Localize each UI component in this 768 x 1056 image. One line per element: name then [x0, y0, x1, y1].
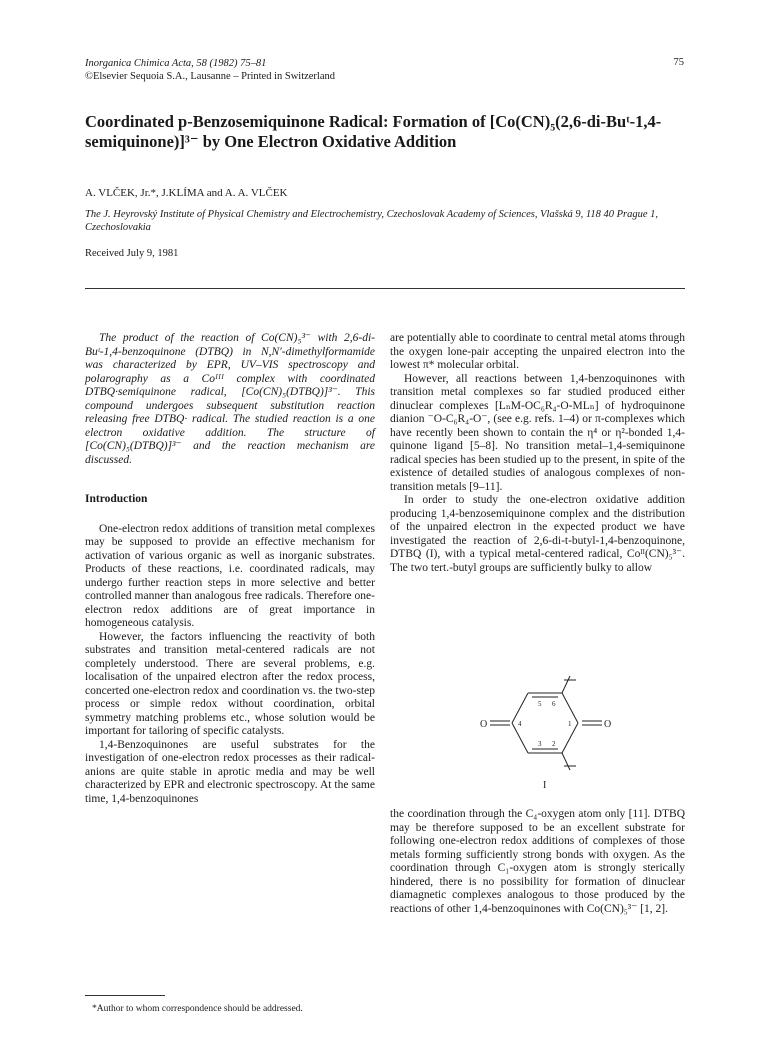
right-paragraph-2: However, all reactions between 1,4-benzoquinones with transition metal complexes so far studied produced either dinuclear complexes [LₙM-OC₆R₄-O-MLₙ] of hydroquinone dianion ⁻O-C₆R₄-O⁻, (see e.g. refs. 1–4) or π-complexes which have recently been shown to contain the η⁴ or η²-bonded 1,4-quinone ligand [5–8]. No transition metal–1,4-semiquinone radical species has been studied up to the present, in spite of the existence of detailed studies of analogous complexes of non-transition metals [9–11]. [390, 372, 685, 493]
ring-number-6: 6 [552, 700, 556, 708]
intro-paragraph-2: However, the factors influencing the reactivity of both substrates and transition metal-centered radicals are not completely understood. There are several problems, e.g. localisation of the unpaired electron after the redox process, concerted one-electron redox and coordination vs. the two-step process or simple redox without coordination, orbital symmetry matching problems etc., whose solution would be important for tailoring of specific catalysts. [85, 630, 375, 737]
authors: A. VLČEK, Jr.*, J.KLÍMA and A. A. VLČEK [85, 187, 288, 199]
journal-citation [85, 57, 335, 83]
intro-paragraph-3: 1,4-Benzoquinones are useful substrates for the investigation of one-electron redox processes as their radical-anions are quite stable in aprotic media and may be well characterized by EPR and electronic spectroscopy. At the same time, 1,4-benzoquinones [85, 738, 375, 805]
dtbq-structure-figure [480, 668, 610, 778]
right-paragraph-4: the coordination through the C₄-oxygen atom only [11]. DTBQ may be therefore supposed to be an excellent substrate for following one-electron redox additions of complexes of those metals forming sufficiently strong bonds with oxygen. As the coordination through C₁-oxygen atom is strongly sterically hindered, there is no possibility for formation of dinuclear diamagnetic complexes analogous to those produced by the reactions of other 1,4-benzoquinones with Co(CN)₅³⁻ [1, 2]. [390, 808, 685, 915]
right-paragraph-3: In order to study the one-electron oxidative addition producing 1,4-benzosemiquinone complex and the distribution of the unpaired electron in the expected product we have investigated the reaction of 2,6-di-t-butyl-1,4-benzoquinone, DTBQ (I), with a typical metal-centered radical, Coᴵᴵ(CN)₅³⁻. The two tert.-butyl groups are sufficiently bulky to allow [390, 494, 685, 574]
footnote-divider [85, 995, 165, 996]
journal-line-2: ©Elsevier Sequoia S.A., Lausanne – Printed in Switzerland [85, 71, 336, 82]
right-column-continued [390, 808, 685, 916]
abstract: The product of the reaction of Co(CN)₅³⁻ with 2,6-di-Buᵗ-1,4-benzoquinone (DTBQ) in N,N′-dimethylformamide was characterized by EPR, UV–VIS spectroscopy and polarography as a Coᴵᴵᴵ complex with coordinated DTBQ·semiquinone radical, [Co(CN)₅(DTBQ)]³⁻. This compound undergoes subsequent substitution reaction releasing free DTBQ· radical. The studied reaction is a one electron oxidative addition. The structure of [Co(CN)₅(DTBQ)]³⁻ and the reaction mechanism are discussed. [85, 332, 375, 466]
ring-number-5: 5 [538, 700, 542, 708]
page-number: 75 [673, 57, 684, 68]
right-column [390, 332, 685, 575]
ring-number-4: 4 [518, 720, 522, 728]
figure-label: I [543, 780, 547, 791]
ring-number-2: 2 [552, 740, 556, 748]
journal-line-1: Inorganica Chimica Acta, 58 (1982) 75–81 [85, 58, 267, 69]
atom-oxygen-left: O [480, 719, 488, 730]
ring-number-3: 3 [538, 740, 542, 748]
article-title: Coordinated p-Benzosemiquinone Radical: Formation of [Co(CN)₅(2,6-di-Buᵗ-1,4-semiquinone)]³⁻ by One Electron Oxidative Addition [85, 112, 662, 151]
left-column [85, 332, 375, 806]
ring-number-1: 1 [568, 720, 572, 728]
received-date: Received July 9, 1981 [85, 248, 179, 259]
right-paragraph-1: are potentially able to coordinate to central metal atoms through the oxygen lone-pair accepting the unpaired electron into the lowest π* molecular orbital. [390, 332, 685, 371]
header-divider [85, 288, 685, 289]
section-heading-introduction: Introduction [85, 493, 148, 505]
affiliation: The J. Heyrovský Institute of Physical Chemistry and Electrochemistry, Czechoslovak Academy of Sciences, Vlašská 9, 118 40 Prague 1, Czechoslovakia [85, 209, 658, 233]
intro-paragraph-1: One-electron redox additions of transition metal complexes may be supposed to provide an effective mechanism for activation of various organic as well as inorganic substrates. Products of these reactions, i.e. coordinated radicals, may undergo further reaction steps in more selective and better controlled manner than analogous free radicals. Therefore one-electron redox additions are of great importance in homogeneous catalysis. [85, 522, 375, 629]
atom-oxygen-right: O [604, 719, 612, 730]
footnote: *Author to whom correspondence should be addressed. [92, 1004, 303, 1014]
